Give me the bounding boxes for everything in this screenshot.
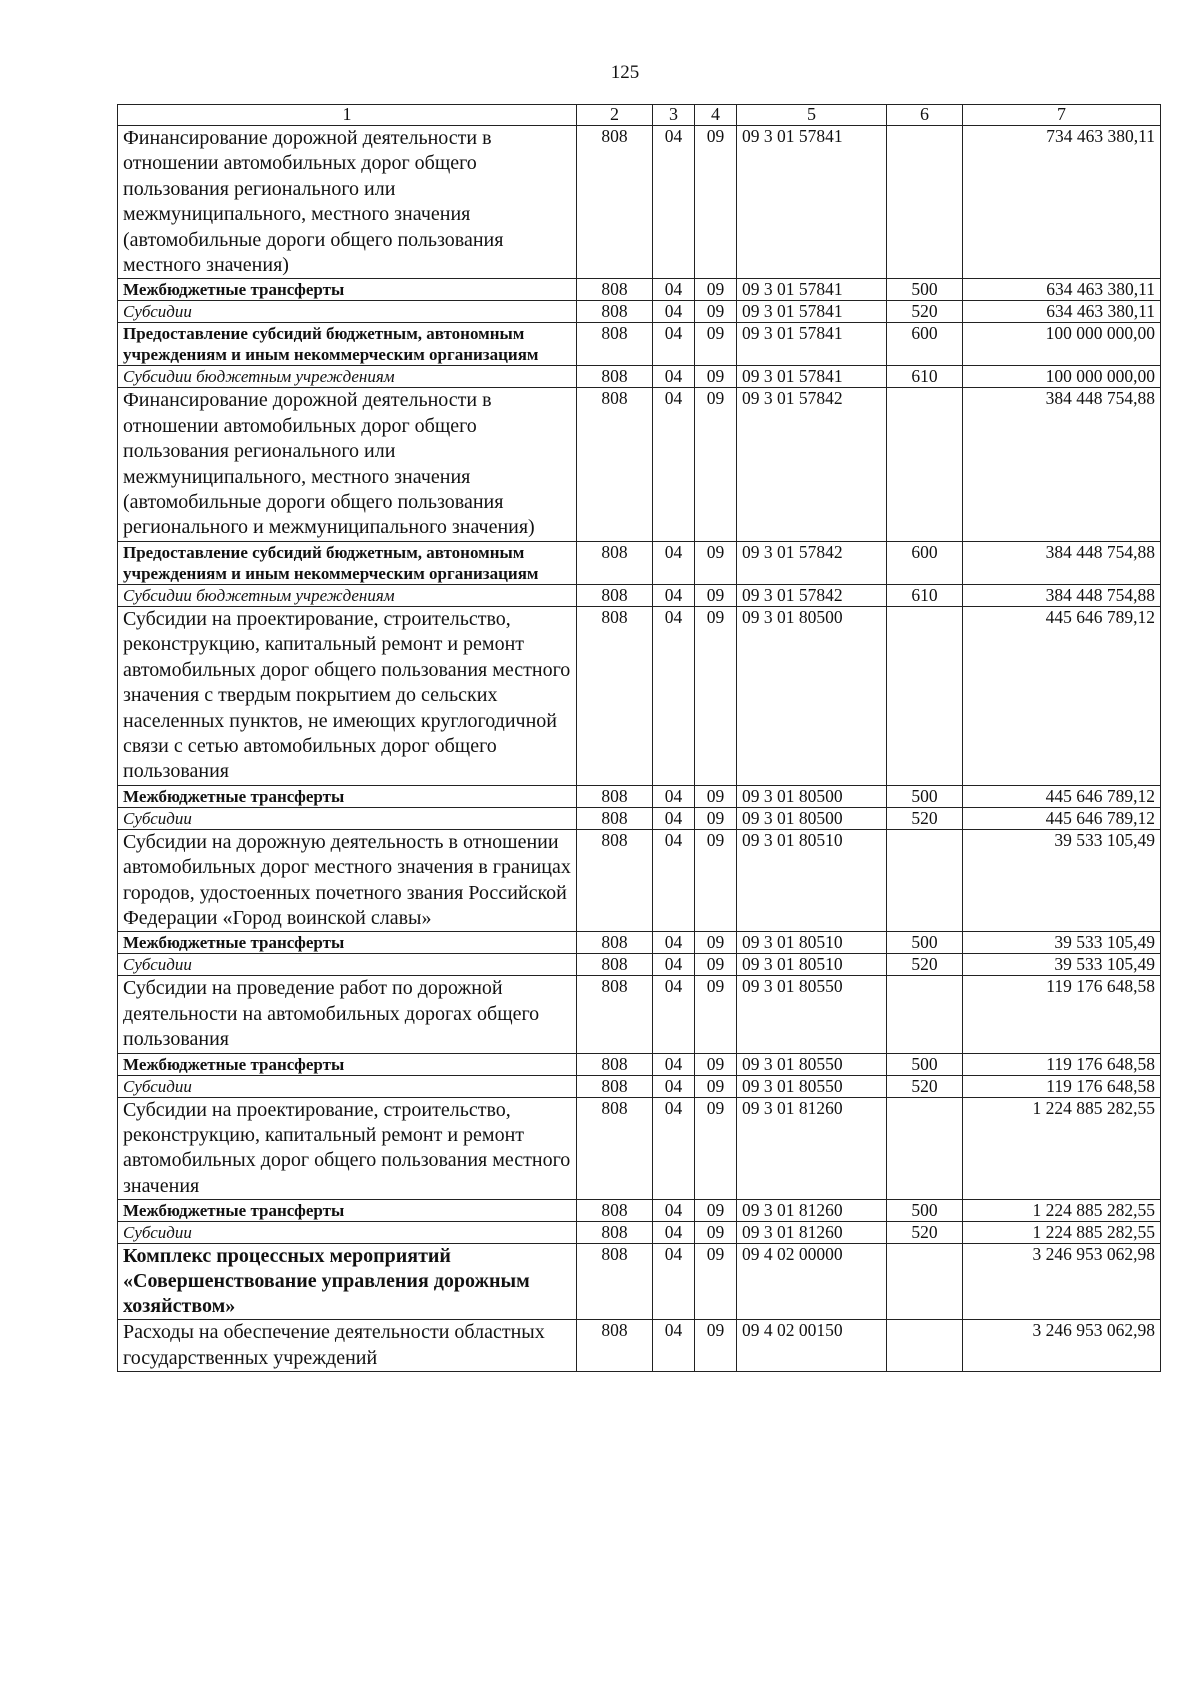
row-name-cell: Субсидии (118, 1075, 577, 1097)
section-cell: 04 (653, 1053, 695, 1075)
target-article-cell: 09 3 01 81260 (737, 1200, 887, 1222)
amount-cell: 384 448 754,88 (963, 584, 1161, 606)
row-name-cell: Расходы на обеспечение деятельности областных государственных учреждений (118, 1320, 577, 1372)
ministry-code-cell: 808 (577, 1222, 653, 1244)
amount-cell: 100 000 000,00 (963, 366, 1161, 388)
section-cell: 04 (653, 584, 695, 606)
amount-cell: 119 176 648,58 (963, 1075, 1161, 1097)
target-article-cell: 09 3 01 81260 (737, 1097, 887, 1200)
ministry-code-cell: 808 (577, 807, 653, 829)
expense-type-cell: 610 (887, 366, 963, 388)
ministry-code-cell: 808 (577, 323, 653, 366)
column-header: 3 (653, 105, 695, 126)
row-name-cell: Комплекс процессных мероприятий «Совершенствование управления дорожным хозяйством» (118, 1244, 577, 1320)
row-name-cell: Субсидии (118, 301, 577, 323)
amount-cell: 445 646 789,12 (963, 807, 1161, 829)
table-row (118, 1053, 1161, 1075)
section-cell: 04 (653, 829, 695, 932)
column-header: 4 (695, 105, 737, 126)
row-name-cell: Субсидии на проведение работ по дорожной деятельности на автомобильных дорогах общего пользования (118, 976, 577, 1053)
amount-cell: 119 176 648,58 (963, 1053, 1161, 1075)
table-row (118, 954, 1161, 976)
budget-table (117, 104, 1161, 1372)
target-article-cell: 09 3 01 80500 (737, 785, 887, 807)
target-article-cell: 09 3 01 57842 (737, 388, 887, 541)
ministry-code-cell: 808 (577, 954, 653, 976)
row-name-cell: Предоставление субсидий бюджетным, автономным учреждениям и иным некоммерческим организациям (118, 323, 577, 366)
expense-type-cell (887, 126, 963, 279)
ministry-code-cell: 808 (577, 976, 653, 1053)
ministry-code-cell: 808 (577, 606, 653, 785)
amount-cell: 634 463 380,11 (963, 301, 1161, 323)
ministry-code-cell: 808 (577, 366, 653, 388)
amount-cell: 734 463 380,11 (963, 126, 1161, 279)
amount-cell: 445 646 789,12 (963, 785, 1161, 807)
ministry-code-cell: 808 (577, 932, 653, 954)
target-article-cell: 09 4 02 00000 (737, 1244, 887, 1320)
row-name-cell: Субсидии на проектирование, строительство, реконструкцию, капитальный ремонт и ремонт автомобильных дорог общего пользования местного значения с твердым покрытием до сельских населенных пунктов, не имеющих круглогодичной связи с сетью автомобильных дорог общего пользования (118, 606, 577, 785)
table-row (118, 807, 1161, 829)
table-row (118, 1320, 1161, 1372)
section-cell: 04 (653, 1075, 695, 1097)
target-article-cell: 09 3 01 80550 (737, 1053, 887, 1075)
expense-type-cell: 500 (887, 1200, 963, 1222)
row-name-cell: Финансирование дорожной деятельности в отношении автомобильных дорог общего пользования регионального или межмуниципального, местного значения (автомобильные дороги общего пользования местного значения) (118, 126, 577, 279)
section-cell: 04 (653, 807, 695, 829)
target-article-cell: 09 3 01 80510 (737, 932, 887, 954)
target-article-cell: 09 3 01 57841 (737, 126, 887, 279)
amount-cell: 3 246 953 062,98 (963, 1244, 1161, 1320)
amount-cell: 634 463 380,11 (963, 279, 1161, 301)
subsection-cell: 09 (695, 1244, 737, 1320)
subsection-cell: 09 (695, 1320, 737, 1372)
subsection-cell: 09 (695, 606, 737, 785)
subsection-cell: 09 (695, 301, 737, 323)
ministry-code-cell: 808 (577, 1053, 653, 1075)
target-article-cell: 09 3 01 57841 (737, 301, 887, 323)
section-cell: 04 (653, 126, 695, 279)
table-row (118, 584, 1161, 606)
row-name-cell: Финансирование дорожной деятельности в отношении автомобильных дорог общего пользования регионального или межмуниципального, местного значения (автомобильные дороги общего пользования регионального и межмуниципального значения) (118, 388, 577, 541)
ministry-code-cell: 808 (577, 829, 653, 932)
row-name-cell: Субсидии (118, 954, 577, 976)
amount-cell: 445 646 789,12 (963, 606, 1161, 785)
ministry-code-cell: 808 (577, 1075, 653, 1097)
target-article-cell: 09 3 01 80500 (737, 606, 887, 785)
section-cell: 04 (653, 1320, 695, 1372)
section-cell: 04 (653, 932, 695, 954)
page-number: 125 (610, 62, 640, 83)
table-row (118, 279, 1161, 301)
row-name-cell: Субсидии бюджетным учреждениям (118, 584, 577, 606)
subsection-cell: 09 (695, 1053, 737, 1075)
target-article-cell: 09 3 01 80510 (737, 829, 887, 932)
subsection-cell: 09 (695, 932, 737, 954)
subsection-cell: 09 (695, 584, 737, 606)
amount-cell: 39 533 105,49 (963, 932, 1161, 954)
section-cell: 04 (653, 606, 695, 785)
target-article-cell: 09 3 01 57841 (737, 323, 887, 366)
amount-cell: 1 224 885 282,55 (963, 1200, 1161, 1222)
table-row (118, 1075, 1161, 1097)
section-cell: 04 (653, 279, 695, 301)
expense-type-cell: 600 (887, 323, 963, 366)
expense-type-cell: 610 (887, 584, 963, 606)
subsection-cell: 09 (695, 1222, 737, 1244)
subsection-cell: 09 (695, 323, 737, 366)
expense-type-cell: 520 (887, 954, 963, 976)
expense-type-cell (887, 829, 963, 932)
row-name-cell: Субсидии (118, 807, 577, 829)
row-name-cell: Межбюджетные трансферты (118, 279, 577, 301)
target-article-cell: 09 3 01 57842 (737, 584, 887, 606)
expense-type-cell: 520 (887, 1222, 963, 1244)
expense-type-cell: 500 (887, 785, 963, 807)
ministry-code-cell: 808 (577, 126, 653, 279)
amount-cell: 384 448 754,88 (963, 541, 1161, 584)
table-row (118, 388, 1161, 541)
ministry-code-cell: 808 (577, 301, 653, 323)
subsection-cell: 09 (695, 976, 737, 1053)
ministry-code-cell: 808 (577, 1320, 653, 1372)
target-article-cell: 09 3 01 81260 (737, 1222, 887, 1244)
expense-type-cell: 600 (887, 541, 963, 584)
expense-type-cell (887, 1320, 963, 1372)
section-cell: 04 (653, 301, 695, 323)
target-article-cell: 09 3 01 57841 (737, 366, 887, 388)
section-cell: 04 (653, 1097, 695, 1200)
table-row (118, 829, 1161, 932)
expense-type-cell (887, 1244, 963, 1320)
expense-type-cell (887, 606, 963, 785)
table-row (118, 301, 1161, 323)
amount-cell: 1 224 885 282,55 (963, 1222, 1161, 1244)
column-header: 5 (737, 105, 887, 126)
row-name-cell: Межбюджетные трансферты (118, 1200, 577, 1222)
section-cell: 04 (653, 388, 695, 541)
table-row (118, 976, 1161, 1053)
ministry-code-cell: 808 (577, 388, 653, 541)
row-name-cell: Межбюджетные трансферты (118, 785, 577, 807)
subsection-cell: 09 (695, 366, 737, 388)
column-header: 7 (963, 105, 1161, 126)
amount-cell: 39 533 105,49 (963, 829, 1161, 932)
subsection-cell: 09 (695, 388, 737, 541)
column-header: 1 (118, 105, 577, 126)
subsection-cell: 09 (695, 954, 737, 976)
section-cell: 04 (653, 541, 695, 584)
ministry-code-cell: 808 (577, 1097, 653, 1200)
section-cell: 04 (653, 366, 695, 388)
subsection-cell: 09 (695, 1200, 737, 1222)
amount-cell: 119 176 648,58 (963, 976, 1161, 1053)
amount-cell: 100 000 000,00 (963, 323, 1161, 366)
ministry-code-cell: 808 (577, 584, 653, 606)
row-name-cell: Субсидии бюджетным учреждениям (118, 366, 577, 388)
subsection-cell: 09 (695, 1097, 737, 1200)
target-article-cell: 09 3 01 80550 (737, 1075, 887, 1097)
subsection-cell: 09 (695, 829, 737, 932)
table-row (118, 785, 1161, 807)
section-cell: 04 (653, 1222, 695, 1244)
column-header: 2 (577, 105, 653, 126)
expense-type-cell (887, 976, 963, 1053)
subsection-cell: 09 (695, 279, 737, 301)
row-name-cell: Субсидии (118, 1222, 577, 1244)
target-article-cell: 09 4 02 00150 (737, 1320, 887, 1372)
table-row (118, 1097, 1161, 1200)
amount-cell: 384 448 754,88 (963, 388, 1161, 541)
expense-type-cell: 520 (887, 301, 963, 323)
expense-type-cell: 500 (887, 1053, 963, 1075)
table-row (118, 932, 1161, 954)
ministry-code-cell: 808 (577, 541, 653, 584)
expense-type-cell (887, 1097, 963, 1200)
row-name-cell: Межбюджетные трансферты (118, 932, 577, 954)
ministry-code-cell: 808 (577, 1200, 653, 1222)
subsection-cell: 09 (695, 1075, 737, 1097)
expense-type-cell (887, 388, 963, 541)
expense-type-cell: 500 (887, 279, 963, 301)
expense-type-cell: 500 (887, 932, 963, 954)
target-article-cell: 09 3 01 80550 (737, 976, 887, 1053)
amount-cell: 3 246 953 062,98 (963, 1320, 1161, 1372)
table-row (118, 366, 1161, 388)
table-row (118, 1200, 1161, 1222)
target-article-cell: 09 3 01 57842 (737, 541, 887, 584)
table-row (118, 541, 1161, 584)
subsection-cell: 09 (695, 126, 737, 279)
target-article-cell: 09 3 01 57841 (737, 279, 887, 301)
amount-cell: 1 224 885 282,55 (963, 1097, 1161, 1200)
row-name-cell: Субсидии на дорожную деятельность в отношении автомобильных дорог местного значения в границах городов, удостоенных почетного звания Российской Федерации «Город воинской славы» (118, 829, 577, 932)
subsection-cell: 09 (695, 807, 737, 829)
target-article-cell: 09 3 01 80500 (737, 807, 887, 829)
row-name-cell: Предоставление субсидий бюджетным, автономным учреждениям и иным некоммерческим организациям (118, 541, 577, 584)
section-cell: 04 (653, 1200, 695, 1222)
expense-type-cell: 520 (887, 1075, 963, 1097)
table-header-row (118, 105, 1161, 126)
subsection-cell: 09 (695, 541, 737, 584)
table-row (118, 1244, 1161, 1320)
ministry-code-cell: 808 (577, 279, 653, 301)
column-header: 6 (887, 105, 963, 126)
ministry-code-cell: 808 (577, 1244, 653, 1320)
section-cell: 04 (653, 976, 695, 1053)
section-cell: 04 (653, 1244, 695, 1320)
table-row (118, 1222, 1161, 1244)
row-name-cell: Субсидии на проектирование, строительство, реконструкцию, капитальный ремонт и ремонт автомобильных дорог общего пользования местного значения (118, 1097, 577, 1200)
expense-type-cell: 520 (887, 807, 963, 829)
amount-cell: 39 533 105,49 (963, 954, 1161, 976)
row-name-cell: Межбюджетные трансферты (118, 1053, 577, 1075)
target-article-cell: 09 3 01 80510 (737, 954, 887, 976)
table-row (118, 126, 1161, 279)
table-row (118, 323, 1161, 366)
ministry-code-cell: 808 (577, 785, 653, 807)
section-cell: 04 (653, 323, 695, 366)
subsection-cell: 09 (695, 785, 737, 807)
section-cell: 04 (653, 954, 695, 976)
table-row (118, 606, 1161, 785)
section-cell: 04 (653, 785, 695, 807)
